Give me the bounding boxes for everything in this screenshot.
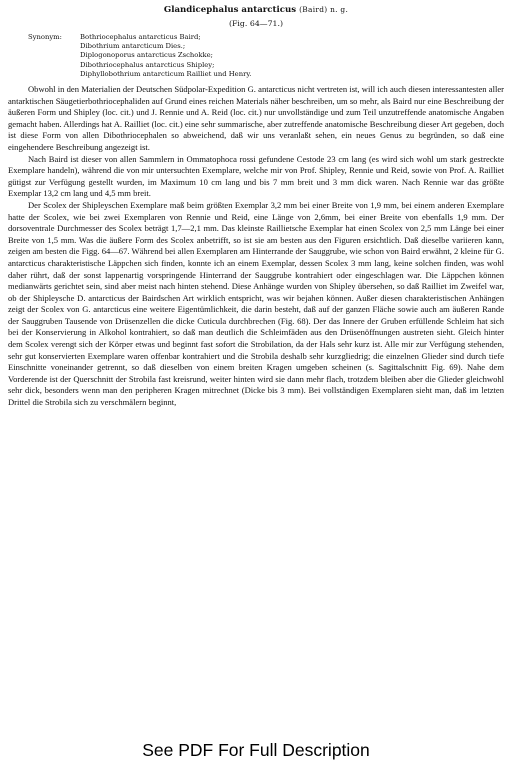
synonym-entry: Dibothriocephalus antarcticus Shipley; [80, 60, 215, 69]
species-title [8, 4, 504, 16]
species-authority: (Baird) n. g. [299, 5, 349, 14]
synonym-entry: Diphyllobothrium antarcticum Railliet und Henry. [80, 69, 252, 78]
species-name: Glandicephalus antarcticus [163, 5, 297, 15]
synonymy-block [28, 33, 504, 79]
synonym-entry: Diplogonoporus antarcticus Zschokke; [80, 51, 213, 60]
synonymy-list [80, 33, 251, 79]
synonym-entry: Dibothrium antarcticum Dies.; [80, 42, 186, 51]
paragraph-intro: Obwohl in den Materialien der Deutschen Südpolar-Expedition G. antarcticus nicht vertreten ist, will ich auch diesen interessantesten aller antarktischen Säugetierbothriocephaliden auf Grund eines reichen Materials näher beschreiben, um so mehr, als Baird nur eine Beschreibung der äußeren Form und Shipley (loc. cit.) und J. Rennie und A. Reid (loc. cit.) nur unvollständige und zum Teil unzutreffende anatomische Angaben gemacht haben. Allerdings hat A. Railliet (loc. cit.) eine sehr summarische, aber zutreffende anatomische Beschreibung dieser Art gegeben, doch ist diese Form von allen Dibothriocephalen so abweichend, daß wir uns veranlaßt sehen, ein neues Genus zu begründen, so daß eine eingehendere Beschreibung angezeigt ist. [8, 84, 504, 152]
figure-reference: (Fig. 64—71.) [228, 19, 284, 28]
see-pdf-banner: See PDF For Full Description [142, 740, 370, 760]
synonymy-label: Synonym: [28, 33, 62, 41]
paragraph-scolex: Der Scolex der Shipleyschen Exemplare maß beim größten Exemplar 3,2 mm bei einer Breite von 1,9 mm, bei einem anderen Exemplare hatte der Scolex, wie bei zwei Exemplaren von Rennie und Reid, eine Länge von 2,6mm, bei einer Breite von ebenfalls 1,9 mm. Der dorsoventrale Durchmesser des Scolex beträgt 1,7—2,1 mm. Das kleinste Raillietsche Exemplar hat einen Scolex von 2,5 mm Länge bei einer Breite von 1,5 mm. Was die äußere Form des Scolex anbetrifft, so ist sie am besten aus den Figuren ersichtlich. Daß dieselbe variieren kann, zeigen am besten die Figg. 64—67. Während bei allen Exemplaren am Hinterrande der Sauggrube, wie schon von Baird erwähnt, 2 kleine für G. antarcticus charakteristische Läppchen sich finden, konnte ich an einem Exemplar, dessen Scolex 3 mm lang, keine solchen finden, was wohl daher rührt, daß der sonst lappenartig vorspringende Hinterrand der Sauggrube kontrahiert oder eingeschlagen war. Die Läppchen können medianwärts gerichtet sein, sind aber meist nach hinten stehend. Diese Anhänge wurden von Shipley übersehen, so daß Railliet im Zweifel war, ob der Shipleysche D. antarcticus der Bairdschen Art wirklich entspricht, was wir bejahen können. Außer diesen charakteristischen Anhängen zeigt der Scolex von G. antarcticus eine weitere Eigentümlichkeit, die darin besteht, daß auf der ganzen Fläche sowie auch am äußeren Rande der Sauggruben Tausende von Drüsenzellen die dicke Cuticula durchbrechen (Fig. 68). Der das Innere der Gruben erfüllende Schleim hat sich bei der Konservierung in Alkohol kontrahiert, so daß man deutlich die Schleimfäden aus den Drüsenöffnungen austreten sieht. Gleich hinter dem Scolex verengt sich der Körper etwas und beginnt fast sofort die Strobilation, da der Hals sehr kurz ist. Alle mir zur Verfügung stehenden, sehr gut konservierten Exemplare waren offenbar kontrahiert und die Strobila deshalb sehr kurzgliedrig; die einzelnen Glieder sind durch tiefe Einschnitte voneinander getrennt, so daß dieselben von einem breiten Kragen umgeben scheinen (s. Sagittalschnitt Fig. 69). Nahe dem Vorderende ist der Querschnitt der Strobila fast kreisrund, weiter hinten wird sie dann mehr flach, trotzdem bleiben aber die Glieder gleichwohl sehr dick, besonders wenn man den peripheren Kragen mitrechnet (Dicke bis 3 mm). Bei vollständigen Exemplaren sieht man, daß im letzten Drittel die Strobila sich zu verschmälern beginnt, [8, 199, 504, 408]
synonym-entry: Bothriocephalus antarcticus Baird; [80, 33, 201, 41]
paragraph-size: Nach Baird ist dieser von allen Sammlern in Ommatophoca rossi gefundene Cestode 23 cm lang (es wird sich wohl um stark gestreckte Exemplare handeln), während die von mir untersuchten Exemplare, welche mir von Prof. Shipley, Rennie und Reid, sowie von Prof. A. Railliet gütigst zur Verfügung gestellt wurden, im Maximum 10 cm lang und bis 7 mm breit und 3 mm dick waren. Nach Rennie war das größte Exemplar 13,2 cm lang und 4,5 mm breit. [8, 153, 504, 199]
body-text [8, 84, 504, 409]
